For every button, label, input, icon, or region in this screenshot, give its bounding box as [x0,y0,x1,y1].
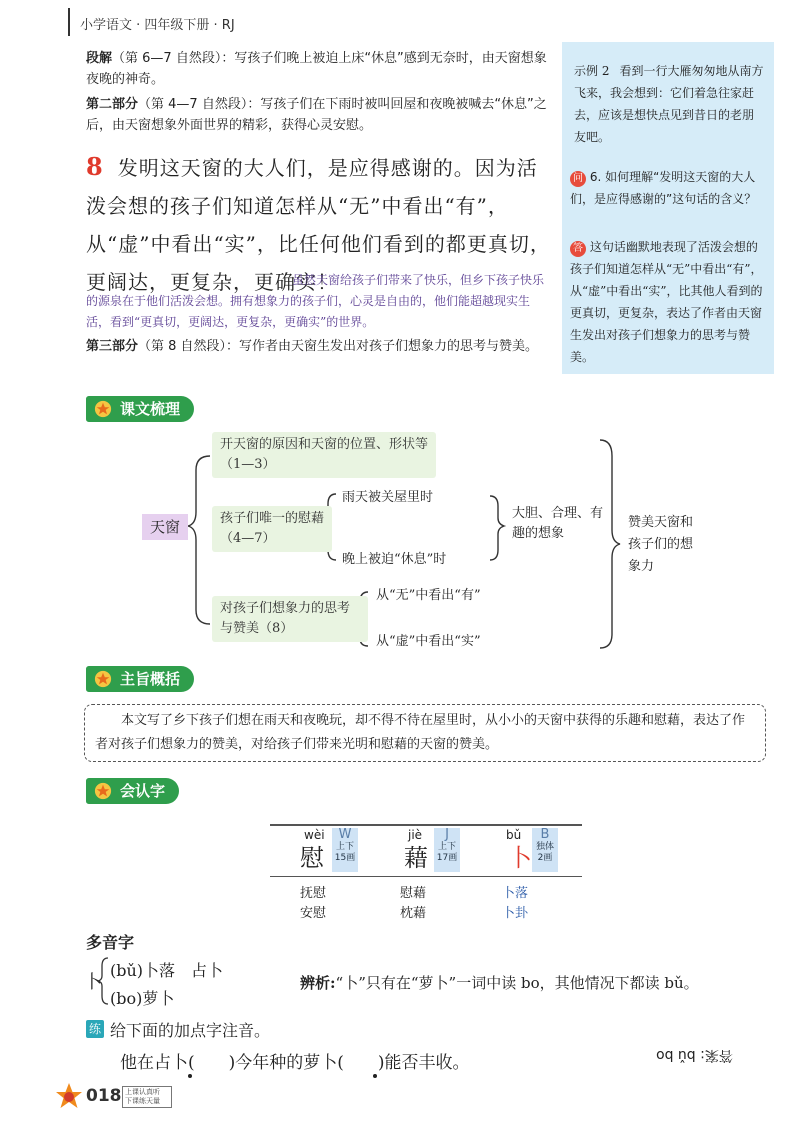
emphasis-dot [188,1074,192,1078]
sidebar-panel [562,42,774,374]
table-mid-rule [270,876,582,877]
diagram-branch-2a: 雨天被关屋里时 [342,490,434,505]
example-text: 看到一行大雁匆匆地从南方飞来，我会想到：它们着急往家赶去，应该是想快点见到昔日的老朋友吧。 [574,64,764,144]
char-glyph: 藉 [404,844,428,872]
section-title-kewen: 课文梳理 [120,400,181,418]
char-word: 抚慰 [300,886,327,901]
char-table [270,824,582,924]
sidebar-answer [570,236,766,368]
char-letter: B [540,827,550,842]
sidebar-example [574,60,764,148]
page-number: 018 [86,1086,122,1106]
section-header-zhuzhi [86,666,194,692]
footer-slogan-1: 上课认真听 [125,1088,160,1096]
diagram-branch-2b: 晚上被迫“休息”时 [342,552,447,567]
part2-text: （第 4—7 自然段）：写孩子们在下雨时被叫回屋和夜晚被喊去“休息”之后，由天窗想象外面世界的精彩，获得心灵安慰。 [86,97,547,133]
char-strokes: 15画 [334,853,356,863]
answer-icon: 答 [570,241,586,257]
example-label: 示例 2 [574,64,610,78]
char-struct: 独体 [535,842,554,852]
part2-label: 第二部分 [86,97,139,112]
char-word: 安慰 [300,906,327,921]
char-info [434,828,460,872]
exercise-title: 给下面的加点字注音。 [110,1021,271,1040]
duanjie-block [86,48,550,90]
diagram-branch-2-result: 大胆、合理、有趣的想象 [512,506,604,541]
exercise-answer-upside-down: 答案: bǔ bo [656,1047,733,1063]
duoyin-reading-2: (bo)萝卜 [110,989,175,1008]
part3-label: 第三部分 [86,339,139,354]
char-letter: W [338,827,352,842]
diagram-branch-3: 对孩子们想象力的思考与赞美（8） [212,596,368,642]
diagram-branch-2: 孩子们唯一的慰藉（4—7） [212,506,332,552]
diagram-branch-3a: 从“无”中看出“有” [376,588,481,603]
emphasis-dot [373,1074,377,1078]
duoyin-analysis [300,972,699,993]
duoyin-brace [98,956,110,1006]
footer-slogan [122,1086,172,1108]
exercise-dotted-char: 卜 [171,1053,188,1073]
zhuzhi-text: 本文写了乡下孩子们想在雨天和夜晚玩，却不得不待在屋里时，从小小的天窗中获得的乐趣和慰藉，表达了作者对孩子们想象力的赞美，对给孩子们带来光明和慰藉的天窗的赞美。 [95,713,746,752]
char-word: 慰藉 [400,886,427,901]
diagram-root: 天窗 [142,514,188,540]
section-title-renzi: 会认字 [120,782,166,800]
badge-icon [54,1082,84,1112]
answer-text: 这句话幽默地表现了活泼会想的孩子们知道怎样从“无”中看出“有”，从“虚”中看出“实”，比其他人看到的更真切，更复杂，表达了作者由天窗生发出对孩子们想象力的思考与赞美。 [570,240,763,364]
sidebar-question [570,166,766,210]
char-pinyin: jiè [408,828,423,842]
exercise-part-3: ( )能否丰收。 [337,1053,470,1073]
part3-text: （第 8 自然段）：写作者由天窗生发出对孩子们想象力的思考与赞美。 [138,339,539,354]
char-struct: 上下 [335,842,354,852]
star-icon [94,782,112,800]
part3-block [86,336,552,357]
section-header-renzi [86,778,179,804]
exercise-dotted-char: 卜 [320,1053,338,1073]
char-info [532,828,558,872]
duoyin-title: 多音字 [86,933,135,952]
header-rule [68,8,70,36]
duoyin-reading-1: (bǔ)卜落 占卜 [110,961,224,980]
header-title: 小学语文 · 四年级下册 · RJ [80,18,235,33]
diagram-conclusion: 赞美天窗和孩子们的想象力 [628,515,694,574]
char-strokes: 17画 [436,853,458,863]
exercise-part-2: ( )今年种的萝 [188,1053,321,1073]
section-title-zhuzhi: 主旨概括 [120,670,181,688]
exercise-part-1: 他在占 [120,1053,171,1073]
zhuzhi-box [84,704,766,762]
duanjie-text: （第 6—7 自然段）：写孩子们晚上被迫上床“休息”感到无奈时，由天窗想象夜晚的神奇。 [86,51,547,87]
diagram-branch-1: 开天窗的原因和天窗的位置、形状等（1—3） [212,432,436,478]
analysis-text: “卜”只有在“萝卜”一词中读 bo，其他情况下都读 bǔ。 [335,974,699,992]
section-header-kewen [86,396,194,422]
char-glyph: 慰 [300,844,324,872]
exercise-icon: 练 [86,1020,104,1038]
diagram-branch-3b: 从“虚”中看出“实” [376,634,481,649]
exercise-sentence [120,1048,470,1073]
table-top-rule [270,824,582,826]
duanjie-label: 段解 [86,51,113,66]
star-icon [94,400,112,418]
char-struct: 上下 [437,842,456,852]
char-pinyin: bǔ [506,828,522,842]
star-icon [94,670,112,688]
char-word: 卜落 [502,886,529,901]
paragraph-number: 8 [86,152,104,181]
char-strokes: 2画 [537,853,553,863]
char-word: 枕藉 [400,906,427,921]
char-word: 卜卦 [502,906,529,921]
duoyin-char: 卜 [84,972,102,993]
paragraph-annotation: 虽然天窗给孩子们带来了快乐，但乡下孩子快乐的源泉在于他们活泼会想。拥有想象力的孩子们，心灵是自由的，他们能超越现实生活，看到“更真切，更阔达，更复杂，更确实”的世界。 [86,273,545,329]
part2-block [86,94,550,136]
char-letter: J [445,827,449,842]
footer-slogan-2: 下课练天量 [125,1097,160,1105]
analysis-label: 辨析: [300,974,336,992]
question-text: 6. 如何理解“发明这天窗的大人们，是应得感谢的”这句话的含义？ [570,170,757,206]
char-glyph: 卜 [508,844,532,872]
char-pinyin: wèi [304,828,325,842]
question-icon: 问 [570,171,586,187]
char-info [332,828,358,872]
paragraph-text: 发明这天窗的大人们，是应得感谢的。因为活泼会想的孩子们知道怎样从“无”中看出“有”，从“虚”中看出“实”，比任何他们看到的都更真切，更阔达，更复杂，更确实！ [86,156,551,294]
